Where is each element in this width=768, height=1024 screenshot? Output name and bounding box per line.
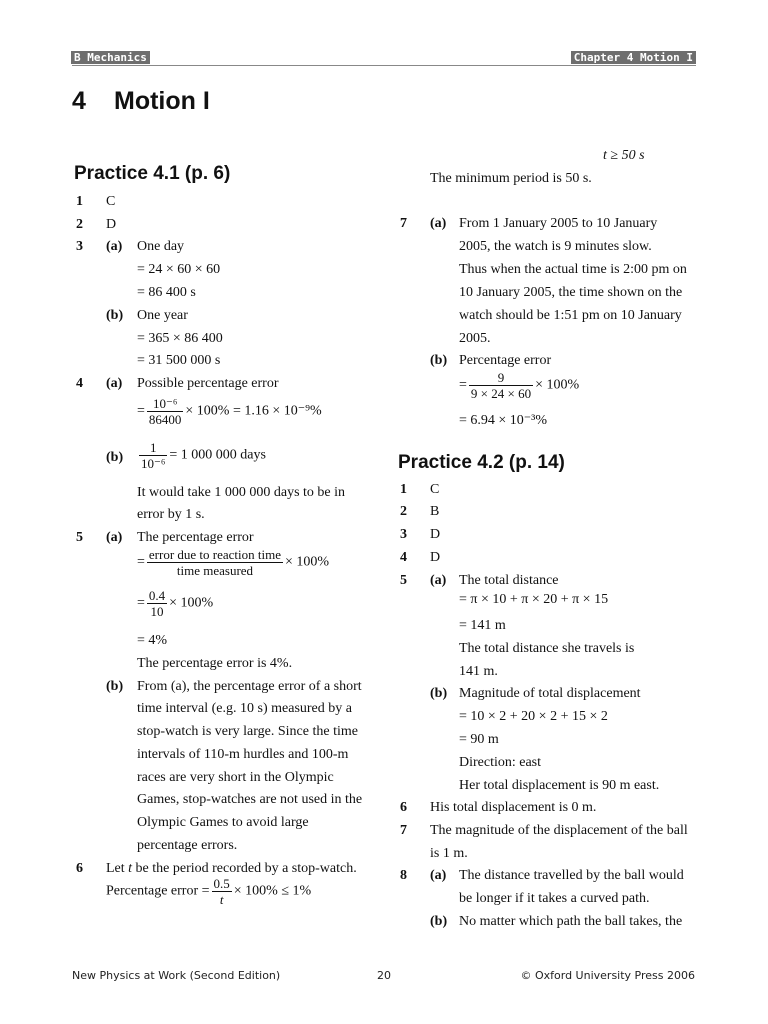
- part-label: (a): [106, 239, 123, 254]
- question-number: 3: [400, 527, 407, 542]
- equation-line: = π × 10 + π × 20 + π × 15: [459, 592, 609, 607]
- part-label: (a): [430, 573, 447, 588]
- equation-fraction-line: = $\frac{0.4}{10}$ × 100%: [137, 588, 214, 619]
- part-label: (b): [106, 679, 124, 694]
- equation-line: = 24 × 60 × 60: [137, 262, 221, 277]
- answer-text: C: [106, 194, 116, 209]
- equation-fraction-line: $\frac{1}{\text{10⁻⁶}}$ = 1 000 000 days: [141, 440, 266, 471]
- answer-text: Her total displacement is 90 m east.: [459, 778, 660, 793]
- page-number: 20: [377, 969, 391, 982]
- running-header-section: B Mechanics: [71, 51, 150, 64]
- answer-text: The percentage error is 4%.: [137, 656, 293, 671]
- question-number: 6: [76, 861, 83, 876]
- header-rule: [72, 65, 696, 66]
- question-number: 2: [76, 217, 83, 232]
- part-label: (a): [430, 216, 447, 231]
- answer-text: The minimum period is 50 s.: [430, 171, 592, 186]
- equation-line: = 86 400 s: [137, 285, 196, 300]
- paragraph-line: Games, stop-watches are not used in the: [137, 792, 363, 807]
- paragraph-line: races are very short in the Olympic: [137, 770, 334, 785]
- question-number: 3: [76, 239, 83, 254]
- question-number: 4: [76, 376, 83, 391]
- answer-text: Magnitude of total displacement: [459, 686, 641, 701]
- section-heading-practice-4-2: Practice 4.2 (p. 14): [398, 452, 565, 473]
- answer-text: His total displacement is 0 m.: [430, 800, 597, 815]
- paragraph-line: stop-watch is very large. Since the time: [137, 724, 358, 739]
- question-number: 1: [400, 482, 407, 497]
- paragraph-line: Thus when the actual time is 2:00 pm on: [459, 262, 687, 277]
- paragraph-line: 2005.: [459, 331, 491, 346]
- answer-text: The total distance she travels is: [459, 641, 635, 656]
- part-label: (b): [106, 308, 124, 323]
- equation-fraction-line: = $\frac{\text{10⁻⁶}}{86400}$ × 100% = 1.16 × 10⁻⁹%: [137, 396, 322, 427]
- equation-fraction-line: Percentage error = $\frac{0.5}{t}$ × 100% ≤ 1%: [106, 876, 312, 907]
- part-label: (a): [106, 376, 123, 391]
- answer-text: The magnitude of the displacement of the ball: [430, 823, 688, 838]
- chapter-title: [72, 87, 210, 116]
- equation-line: = 6.94 × 10⁻³%: [459, 413, 548, 428]
- section-heading-practice-4-1: Practice 4.1 (p. 6): [74, 163, 231, 184]
- fraction: $\frac{0.4}{10}$: [148, 588, 166, 619]
- equation-line: = 365 × 86 400: [137, 331, 223, 346]
- question-number: 2: [400, 504, 407, 519]
- paragraph-line: time interval (e.g. 10 s) measured by a: [137, 701, 352, 716]
- question-number: 4: [400, 550, 407, 565]
- question-number: 6: [400, 800, 407, 815]
- equation-fraction-line: = $\frac{9}{9 \times 24 \times 60}$ × 100%: [459, 370, 580, 401]
- question-number: 1: [76, 194, 83, 209]
- footer-book-title: New Physics at Work (Second Edition): [72, 969, 281, 982]
- answer-text: The percentage error: [137, 530, 254, 545]
- part-label: (b): [430, 686, 448, 701]
- fraction: $\frac{1}{\text{10⁻⁶}}$: [141, 440, 166, 471]
- part-label: (b): [106, 450, 124, 465]
- equation-line: = 10 × 2 + 20 × 2 + 15 × 2: [459, 709, 608, 724]
- fraction: $\frac{\text{10⁻⁶}}{86400}$: [148, 396, 182, 427]
- answer-text: be longer if it takes a curved path.: [459, 891, 650, 906]
- paragraph-line: watch should be 1:51 pm on 10 January: [459, 308, 682, 323]
- equation-line: = 4%: [137, 633, 168, 648]
- answer-text: D: [430, 550, 441, 565]
- answer-text: Let t be the period recorded by a stop-watch.: [106, 861, 357, 876]
- equation-line: = 90 m: [459, 732, 499, 747]
- question-number: 7: [400, 216, 407, 231]
- answer-text: is 1 m.: [430, 846, 468, 861]
- paragraph-line: percentage errors.: [137, 838, 238, 853]
- answer-text: Percentage error: [459, 353, 552, 368]
- answer-text: Possible percentage error: [137, 376, 279, 391]
- chapter-number: 4: [72, 87, 86, 115]
- equation-line: = 141 m: [459, 618, 506, 633]
- equation-line: = 31 500 000 s: [137, 353, 221, 368]
- paragraph-line: Olympic Games to avoid large: [137, 815, 309, 830]
- part-label: (a): [106, 530, 123, 545]
- answer-text: One day: [137, 239, 185, 254]
- equation-fraction-line: = $\frac{\text{error due to reaction time}}{\text{time measured}}$ × 100%: [137, 547, 330, 578]
- answer-text: It would take 1 000 000 days to be in: [137, 485, 346, 500]
- answer-text: B: [430, 504, 440, 519]
- answer-text: Direction: east: [459, 755, 542, 770]
- fraction: $\frac{\text{error due to reaction time}}{\text{time measured}}$: [148, 547, 282, 578]
- question-number: 7: [400, 823, 407, 838]
- answer-text: error by 1 s.: [137, 507, 205, 522]
- answer-text: The distance travelled by the ball would: [459, 868, 684, 883]
- paragraph-line: intervals of 110-m hurdles and 100-m: [137, 747, 349, 762]
- footer-copyright: © Oxford University Press 2006: [520, 969, 695, 982]
- paragraph-line: From (a), the percentage error of a short: [137, 679, 362, 694]
- answer-text: C: [430, 482, 440, 497]
- part-label: (b): [430, 353, 448, 368]
- answer-text: The total distance: [459, 573, 559, 588]
- fraction: $\frac{0.5}{t}$: [213, 876, 230, 907]
- equation-line: t ≥ 50 s: [603, 148, 645, 163]
- question-number: 5: [400, 573, 407, 588]
- running-header-chapter: Chapter 4 Motion I: [571, 51, 696, 64]
- answer-text: D: [430, 527, 441, 542]
- question-number: 5: [76, 530, 83, 545]
- chapter-name: Motion I: [114, 87, 210, 115]
- part-label: (a): [430, 868, 447, 883]
- answer-text: D: [106, 217, 117, 232]
- answer-text: No matter which path the ball takes, the: [459, 914, 683, 929]
- paragraph-line: From 1 January 2005 to 10 January: [459, 216, 658, 231]
- paragraph-line: 2005, the watch is 9 minutes slow.: [459, 239, 652, 254]
- answer-text: 141 m.: [459, 664, 498, 679]
- paragraph-line: 10 January 2005, the time shown on the: [459, 285, 683, 300]
- part-label: (b): [430, 914, 448, 929]
- question-number: 8: [400, 868, 407, 883]
- answer-text: One year: [137, 308, 188, 323]
- fraction: $\frac{9}{9 \times 24 \times 60}$: [470, 370, 532, 401]
